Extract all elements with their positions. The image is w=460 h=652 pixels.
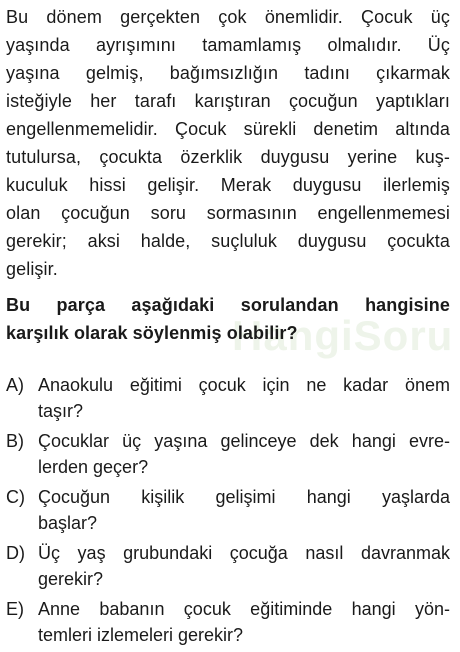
option-letter: B) — [6, 431, 24, 451]
option-text-line: lerden geçer? — [38, 457, 149, 477]
passage-line: engellenmemelidir. Çocuk sürekli denetim altında — [6, 119, 450, 139]
passage-line: isteğiyle her tarafı karıştıran çocuğun yaptıkları — [6, 91, 450, 111]
question-line: Bu parça aşağıdaki sorulandan hangisine — [6, 295, 450, 315]
watermark-logo: HangiSoru — [232, 312, 454, 359]
passage-line: gerekir; aksi halde, suçluluk duygusu çocukta — [6, 231, 450, 251]
option-text-line: başlar? — [38, 513, 98, 533]
option-letter: E) — [6, 599, 24, 619]
passage-line: kuculuk hissi gelişir. Merak duygusu ilerlemiş — [6, 175, 450, 195]
option-text-line: gerekir? — [38, 569, 104, 589]
passage-line: yaşına gelmiş, bağımsızlığın tadını çıkarmak — [6, 63, 450, 83]
question-line: karşılık olarak söylenmiş olabilir? — [6, 323, 298, 343]
option-text-line: Anaokulu eğitimi çocuk için ne kadar önem — [38, 375, 450, 395]
option-text-line: taşır? — [38, 401, 84, 421]
passage-line: Bu dönem gerçekten çok önemlidir. Çocuk üç — [6, 7, 450, 27]
option-text-line: Çocuklar üç yaşına gelinceye dek hangi evre- — [38, 431, 450, 451]
option-text-line: Çocuğun kişilik gelişimi hangi yaşlarda — [38, 487, 450, 507]
option-text-line: Anne babanın çocuk eğitiminde hangi yön- — [38, 599, 450, 619]
option-text-line: temleri izlemeleri gerekir? — [38, 625, 244, 645]
passage-line: yaşında ayrışımını tamamlamış olmalıdır. Üç — [6, 35, 450, 55]
option-letter: D) — [6, 543, 25, 563]
option-letter: A) — [6, 375, 24, 395]
passage-line: gelişir. — [6, 259, 58, 279]
passage-line: olan çocuğun soru sormasının engellenmemesi — [6, 203, 450, 223]
passage-line: tutulursa, çocukta özerklik duygusu yerine kuş- — [6, 147, 450, 167]
option-letter: C) — [6, 487, 25, 507]
option-text-line: Üç yaş grubundaki çocuğa nasıl davranmak — [38, 543, 450, 563]
